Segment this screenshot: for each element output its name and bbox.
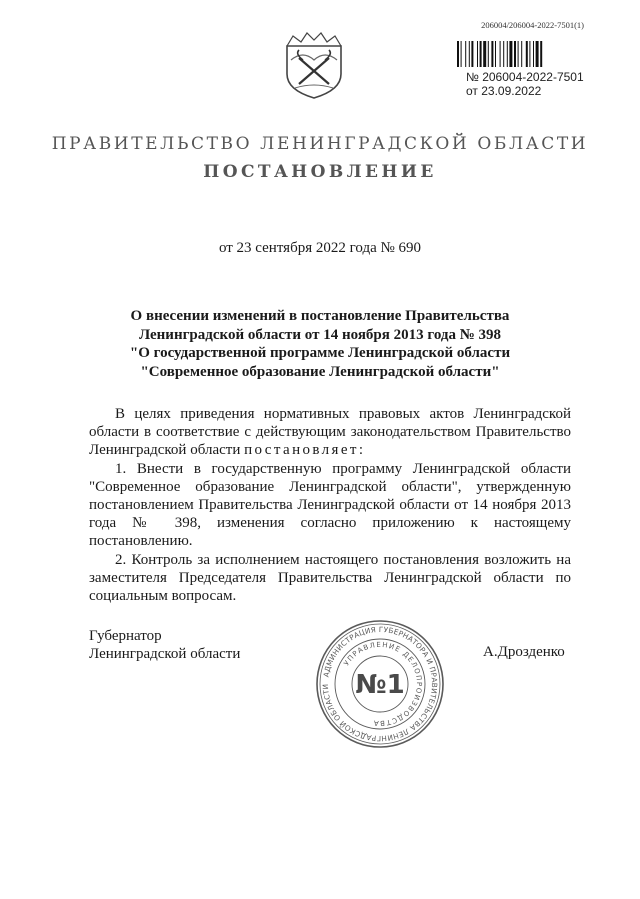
seal-inner-text: УПРАВЛЕНИЕ ДЕЛОПРОИЗВОДСТВА: [342, 640, 424, 728]
official-seal-icon: [314, 618, 446, 750]
intro-paragraph: [89, 405, 571, 460]
subject-line: "Современное образование Ленинградской области": [140, 363, 500, 380]
seal-number: №1: [355, 670, 405, 700]
government-title: ПРАВИТЕЛЬСТВО ЛЕНИНГРАДСКОЙ ОБЛАСТИ: [51, 134, 589, 154]
registration-number: № 206004-2022-7501: [466, 70, 584, 84]
item-2-paragraph: 2. Контроль за исполнением настоящего постановления возложить на заместителя Председателя Правительства Ленинградской области по социальным вопросам.: [89, 551, 571, 605]
document-type: ПОСТАНОВЛЕНИЕ: [203, 162, 437, 182]
document-date: от 23 сентября 2022 года № 690: [218, 240, 422, 256]
coat-of-arms-icon: [283, 30, 345, 100]
item-1-paragraph: 1. Внести в государственную программу Ленинградской области "Современное образование Ленинградской области", утвержденную постановлением Правительства Ленинградской области от 14 ноября 2013 года № 398, изменения согласно приложению к настоящему постановлению.: [89, 460, 571, 550]
resolves-word: постановляет:: [244, 442, 366, 459]
barcode-icon: [456, 41, 578, 67]
document-body: [89, 405, 571, 605]
subject-line: Ленинградской области от 14 ноября 2013 года № 398: [138, 326, 502, 343]
document-subject: [0, 307, 640, 381]
registration-date: от 23.09.2022: [466, 84, 542, 98]
signer-position-line: Ленинградской области: [89, 646, 241, 662]
subject-line: О внесении изменений в постановление Правительства: [130, 308, 510, 324]
intro-text: В целях приведения нормативных правовых актов Ленинградской области в соответствие с действующим законодательством Правительство Ленинградской области: [89, 406, 571, 459]
signer-position-line: Губернатор: [89, 628, 162, 644]
seal-ring-text: АДМИНИСТРАЦИЯ ГУБЕРНАТОРА И ПРАВИТЕЛЬСТВА ЛЕНИНГРАДСКОЙ ОБЛАСТИ: [320, 624, 440, 744]
signer-position: [89, 627, 240, 663]
subject-line: "О государственной программе Ленинградской области: [129, 345, 511, 361]
signer-name: А.Дрозденко: [483, 644, 565, 660]
document-reference: 206004/206004-2022-7501(1): [481, 20, 584, 30]
